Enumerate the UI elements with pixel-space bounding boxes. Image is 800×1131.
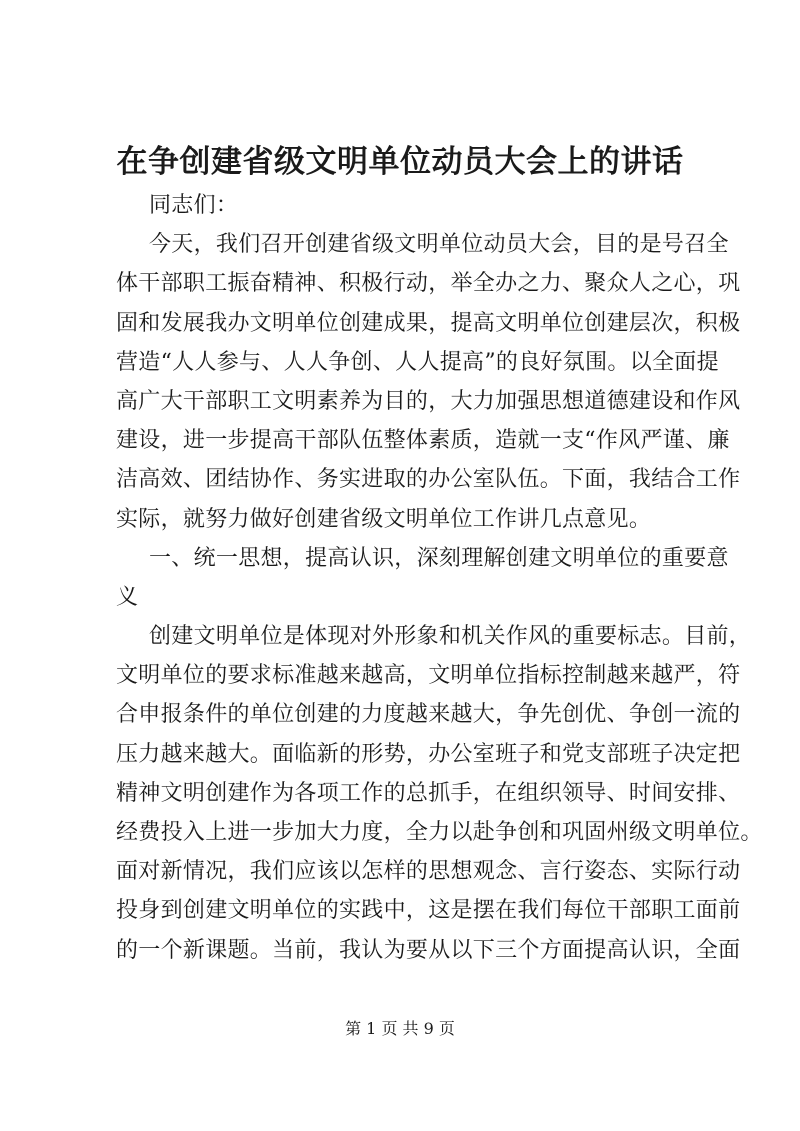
paragraph-line: 体干部职工振奋精神、积极行动，举全办之力、聚众人之心，巩 bbox=[116, 271, 741, 297]
paragraph-line: 的一个新课题。当前，我认为要从以下三个方面提高认识，全面 bbox=[116, 937, 741, 963]
paragraph-line: 今天，我们召开创建省级文明单位动员大会，目的是号召全 bbox=[149, 232, 729, 258]
paragraph-line: 投身到创建文明单位的实践中，这是摆在我们每位干部职工面前 bbox=[116, 898, 741, 924]
paragraph-line: 经费投入上进一步加大力度，全力以赴争创和巩固州级文明单位。 bbox=[116, 820, 763, 845]
section-heading-line: 一、统一思想，提高认识，深刻理解创建文明单位的重要意 bbox=[149, 545, 729, 571]
document-title: 在争创建省级文明单位动员大会上的讲话 bbox=[116, 144, 684, 180]
paragraph-line: 文明单位的要求标准越来越高，文明单位指标控制越来越严，符 bbox=[116, 663, 741, 689]
paragraph-line: 固和发展我办文明单位创建成果，提高文明单位创建层次，积极 bbox=[116, 310, 741, 336]
paragraph-line: 实际，就努力做好创建省级文明单位工作讲几点意见。 bbox=[116, 506, 652, 532]
section-heading-line: 义 bbox=[116, 584, 139, 610]
paragraph-line: 压力越来越大。面临新的形势，办公室班子和党支部班子决定把 bbox=[116, 741, 741, 767]
paragraph-line: 建设，进一步提高干部队伍整体素质，造就一支“作风严谨、廉 bbox=[116, 428, 730, 454]
document-body bbox=[116, 186, 763, 970]
paragraph-line: 创建文明单位是体现对外形象和机关作风的重要标志。目前， bbox=[149, 624, 752, 650]
paragraph-line: 合申报条件的单位创建的力度越来越大，争先创优、争创一流的 bbox=[116, 702, 741, 728]
paragraph-line: 营造“人人参与、人人争创、人人提高”的良好氛围。以全面提 bbox=[116, 349, 719, 375]
paragraph-line: 高广大干部职工文明素养为目的，大力加强思想道德建设和作风 bbox=[116, 388, 741, 414]
paragraph-line: 面对新情况，我们应该以怎样的思想观念、言行姿态、实际行动 bbox=[116, 859, 741, 885]
salutation: 同志们： bbox=[149, 193, 239, 218]
paragraph-line: 精神文明创建作为各项工作的总抓手，在组织领导、时间安排、 bbox=[116, 780, 741, 806]
paragraph-line: 洁高效、团结协作、务实进取的办公室队伍。下面，我结合工作 bbox=[116, 467, 741, 493]
page-footer: 第 1 页 共 9 页 bbox=[345, 1019, 455, 1038]
